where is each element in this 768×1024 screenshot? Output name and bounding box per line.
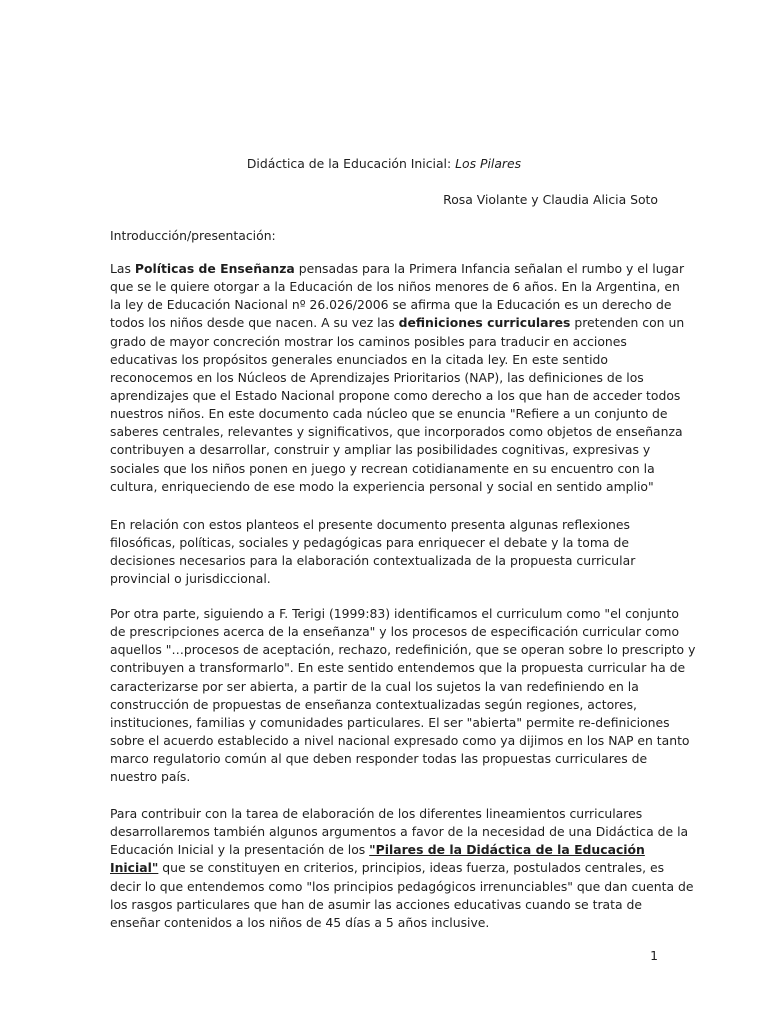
paragraph-pilares <box>110 805 694 932</box>
text-segment: contribuyen a desarrollar, construir y ampliar las posibilidades cognitivas, expresivas y <box>110 442 651 458</box>
text-line <box>110 823 689 841</box>
emphasis-underlined-text: Inicial" <box>110 860 159 876</box>
text-line <box>110 605 679 623</box>
text-segment: Las <box>110 261 135 276</box>
text-line <box>110 859 666 877</box>
text-line <box>110 896 666 914</box>
page-number: 1 <box>650 948 658 963</box>
emphasis-underlined-text: "Pilares de la Didáctica de la Educación <box>369 842 645 858</box>
emphasis-text: Políticas de Enseñanza <box>134 261 295 276</box>
text-line <box>110 441 666 459</box>
text-line <box>110 659 686 677</box>
text-segment: grado de mayor concreción mostrar los caminos posibles para traducir en acciones <box>110 333 627 349</box>
text-segment: saberes centrales, relevantes y significativos, que incorporados como objetos de enseñanza <box>110 424 683 440</box>
text-segment: decisiones necesarios para la elaboración contextualizada de la propuesta curricular <box>110 553 636 569</box>
text-segment: Por otra parte, siguiendo a F. Terigi (1999:83) identificamos el curriculum como "el conjunto <box>110 606 679 621</box>
text-segment: que se le quiere otorgar a la Educación de los niños menores de 6 años. En la Argentina, en <box>110 279 680 295</box>
text-segment: En relación con estos planteos el presente documento presenta algunas reflexiones <box>110 517 630 532</box>
title-italic: Los Pilares <box>455 156 522 171</box>
text-line <box>110 914 666 932</box>
text-line <box>110 423 683 441</box>
text-line <box>110 260 685 278</box>
title-main: Didáctica de la Educación Inicial: <box>246 156 456 171</box>
text-segment: reconocemos en los Núcleos de Aprendizajes Prioritarios (NAP), las definiciones de los <box>110 369 644 385</box>
text-segment: que se constituyen en criterios, principios, ideas fuerza, postulados centrales, es <box>158 860 665 876</box>
text-segment: los rasgos particulares que han de asumir las acciones educativas cuando se trata de <box>110 896 643 912</box>
text-line <box>110 732 690 750</box>
text-segment: marco regulatorio común al que deben responder todas las propuestas curriculares de <box>110 751 648 767</box>
section-heading: Introducción/presentación: <box>110 228 276 243</box>
text-line <box>110 768 666 786</box>
document-title <box>0 155 768 173</box>
text-segment: de prescripciones acerca de la enseñanza" y los procesos de especificación curricular como <box>110 624 680 640</box>
text-line <box>110 460 666 478</box>
paragraph-curriculum <box>110 605 696 786</box>
text-segment: cultura, enriqueciendo de ese modo la experiencia personal y social en sentido amplio" <box>110 478 654 494</box>
paragraph-planteos <box>110 516 666 589</box>
text-line <box>110 841 666 859</box>
text-segment: educativas los propósitos generales enunciados en la citada ley. En este sentido <box>110 351 609 367</box>
text-segment: desarrollaremos también algunos argumentos a favor de la necesidad de una Didáctica de la <box>110 824 689 840</box>
text-line <box>110 641 696 659</box>
document-authors: Rosa Violante y Claudia Alicia Soto <box>443 192 658 207</box>
text-segment: nuestros niños. En este documento cada núcleo que se enuncia "Refiere a un conjunto de <box>110 406 668 422</box>
text-line <box>110 534 666 552</box>
text-segment: pretenden con un <box>570 315 685 331</box>
text-line <box>110 405 666 423</box>
text-segment: nuestro país. <box>110 769 191 785</box>
text-segment: sociales que los niños ponen en juego y recrean cotidianamente en su encuentro con la <box>110 460 655 476</box>
text-segment: sobre el acuerdo establecido a nivel nacional expresado como ya dijimos en los NAP en tanto <box>110 732 690 748</box>
paragraph-politicas <box>110 260 685 496</box>
text-segment: instituciones, familias y comunidades particulares. El ser "abierta" permite re-definiciones <box>110 714 670 730</box>
text-line <box>110 878 694 896</box>
text-segment: caracterizarse por ser abierta, a partir de la cual los sujetos la van redefiniendo en la <box>110 678 639 694</box>
text-line <box>110 552 666 570</box>
text-line <box>110 351 666 369</box>
text-segment: aprendizajes que el Estado Nacional propone como derecho a los que han de acceder todos <box>110 387 681 403</box>
text-line <box>110 623 680 641</box>
text-line <box>110 805 666 823</box>
text-line <box>110 516 666 534</box>
text-line <box>110 314 685 332</box>
emphasis-text: definiciones curriculares <box>398 315 571 331</box>
text-segment: contribuyen a transformarlo". En este sentido entendemos que la propuesta curricular ha de <box>110 660 686 676</box>
text-segment: Para contribuir con la tarea de elaboración de los diferentes lineamientos curriculares <box>110 806 643 821</box>
text-line <box>110 369 666 387</box>
text-segment: construcción de propuestas de enseñanza contextualizadas según regiones, actores, <box>110 696 637 712</box>
text-segment: aquellos "…procesos de aceptación, rechazo, redefinición, que se operan sobre lo prescripto y <box>110 642 696 658</box>
text-line <box>110 387 681 405</box>
text-line <box>110 296 672 314</box>
text-line <box>110 478 666 496</box>
text-line <box>110 714 670 732</box>
text-segment: pensadas para la Primera Infancia señalan el rumbo y el lugar <box>294 261 685 276</box>
text-line <box>110 678 666 696</box>
text-line <box>110 570 666 588</box>
text-segment: provincial o jurisdiccional. <box>110 571 271 587</box>
text-segment: filosóficas, políticas, sociales y pedagógicas para enriquecer el debate y la toma de <box>110 535 629 551</box>
text-line <box>110 278 680 296</box>
text-segment: decir lo que entendemos como "los principios pedagógicos irrenunciables" que dan cuenta de <box>110 878 694 894</box>
text-line <box>110 333 666 351</box>
text-segment: Educación Inicial y la presentación de los <box>110 842 370 858</box>
text-line <box>110 696 666 714</box>
text-segment: enseñar contenidos a los niños de 45 días a 5 años inclusive. <box>110 914 490 930</box>
text-segment: la ley de Educación Nacional nº 26.026/2006 se afirma que la Educación es un derecho de <box>110 297 672 313</box>
text-line <box>110 750 666 768</box>
text-segment: todos los niños desde que nacen. A su vez las <box>110 315 399 331</box>
